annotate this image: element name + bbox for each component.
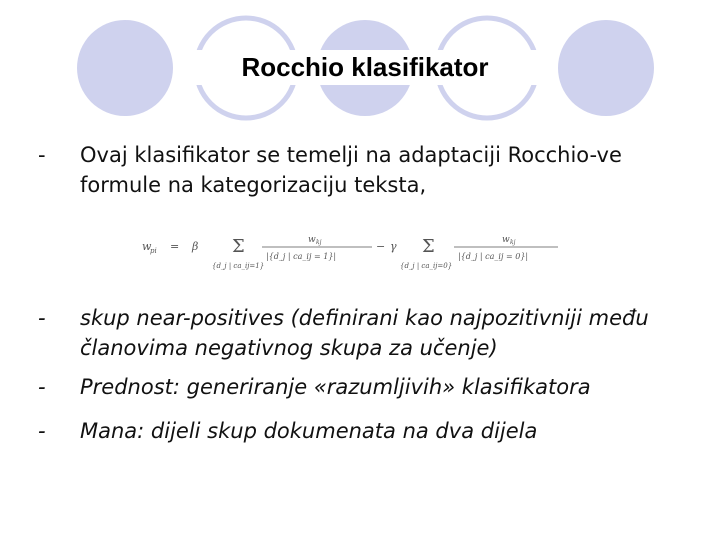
bullet-dash: -	[38, 375, 46, 399]
formula-num-2-sub: kj	[510, 239, 516, 246]
bullet-4	[38, 416, 698, 446]
formula-sum-2: Σ	[422, 236, 435, 257]
bullet-text: skup near-positives (definirani kao najpozitivniji među članovima negativnog skupa za učenje)	[80, 306, 649, 360]
formula-num-1: w	[308, 235, 316, 245]
bullet-text: Ovaj klasifikator se temelji na adaptaciji Rocchio-ve formule na kategorizaciju teksta,	[80, 143, 622, 197]
circle-filled-1	[77, 20, 173, 116]
formula-eq: =	[170, 240, 180, 253]
formula-den-2: |{d_j | ca_ij = 0}|	[458, 252, 529, 261]
bullet-dash: -	[38, 143, 46, 167]
formula-gamma: γ	[390, 240, 397, 253]
slide-title: Rocchio klasifikator	[190, 50, 540, 85]
formula-beta: β	[192, 240, 199, 253]
rocchio-formula	[140, 228, 560, 276]
bullet-2	[38, 303, 698, 363]
bullet-3	[38, 372, 698, 402]
circle-filled-3	[558, 20, 654, 116]
formula-num-2: w	[502, 235, 510, 245]
bullet-dash: -	[38, 306, 46, 330]
formula-range-2: {d_j | ca_ij=0}	[400, 262, 453, 270]
formula-range-1: {d_j | ca_ij=1}	[212, 262, 265, 270]
formula-sum-1: Σ	[232, 236, 245, 257]
bullet-text: Mana: dijeli skup dokumenata na dva dijela	[80, 419, 538, 443]
bullet-dash: -	[38, 419, 46, 443]
formula-den-1: |{d_j | ca_ij = 1}|	[266, 252, 337, 261]
formula-num-1-sub: kj	[316, 239, 322, 246]
bullet-text: Prednost: generiranje «razumljivih» klasifikatora	[80, 375, 591, 399]
bullet-1	[38, 140, 698, 200]
formula-minus: −	[376, 240, 386, 253]
formula-lhs-sub: pi	[150, 247, 157, 255]
formula-lhs: w	[142, 240, 152, 253]
